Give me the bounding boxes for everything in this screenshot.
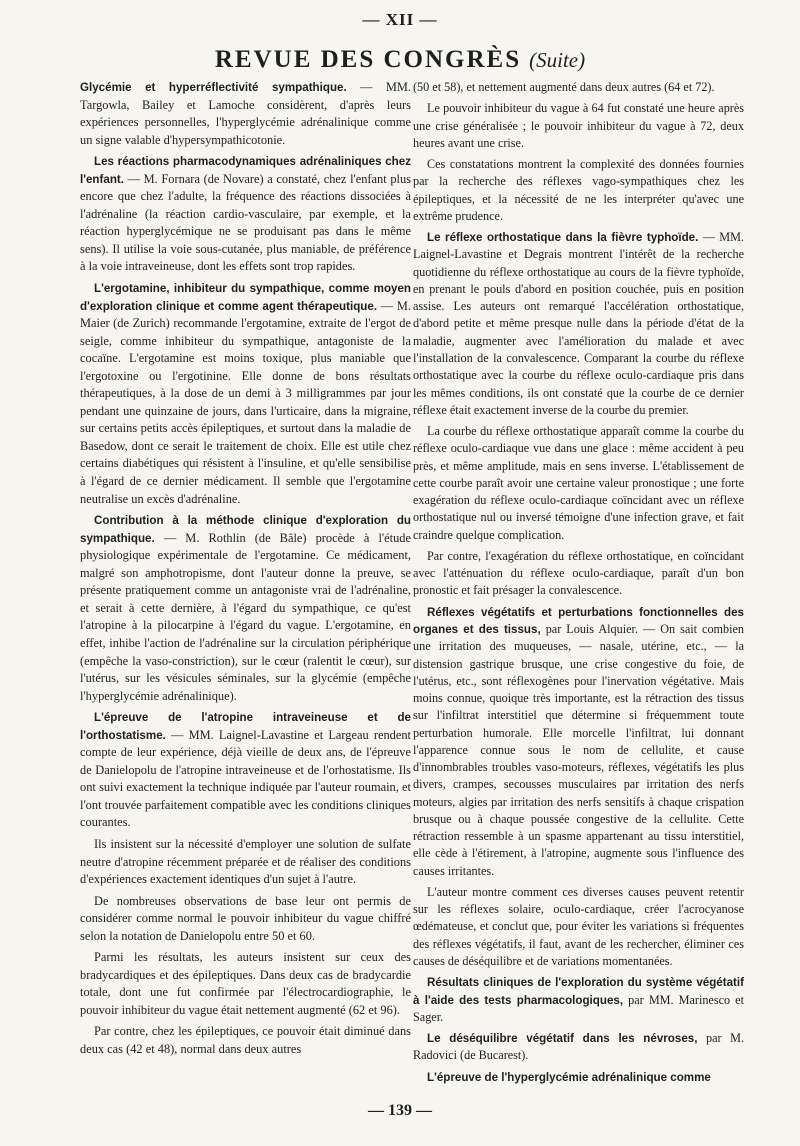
paragraph: [413, 548, 744, 600]
paragraph-heading: L'épreuve de l'hyperglycémie adrénalinique comme: [427, 1070, 711, 1084]
paragraph-heading: Le déséquilibre végétatif dans les névroses,: [427, 1032, 698, 1046]
paragraph: [80, 949, 411, 1019]
paragraph-text: — MM. Laignel-Lavastine et Degrais montrent l'intérêt de la recherche quotidienne du réflexe orthostatique au cours de la fièvre typhoïde, en prenant le pouls d'abord en position couchée, puis en position assise. Les auteurs ont remarqué l'accélération orthostatique, d'abord petite et même presque nulle dans la période d'état de la maladie, augmenter avec l'amélioration du malade et avec l'installation de la convalescence. Comparant la courbe du réflexe orthostatique avec la courbe du réflexe oculo-cardiaque pris dans les mêmes conditions, ils ont constaté que la courbe de ce dernier réflexe était exactement inverse de la courbe du premier.: [413, 230, 744, 417]
paragraph-text: — MM. Targowla, Bailey et Lamoche considèrent, d'après leurs expériences personnelles, l'hyperglycémie adrénalinique comme un signe valable d'hypersympathicotonie.: [80, 80, 411, 147]
paragraph-text: par MM. Marinesco et Sager.: [413, 992, 744, 1024]
paragraph-text: (50 et 58), et nettement augmenté dans deux autres (64 et 72).: [413, 80, 715, 94]
paragraph: [80, 709, 411, 832]
paragraph-text: Par contre, l'exagération du réflexe orthostatique, en coïncidant avec l'atténuation du réflexe oculo-cardiaque, paraît d'un bon pronostic et fait présager la convalescence.: [413, 548, 744, 598]
paragraph: [413, 974, 744, 1026]
paragraph: [413, 423, 744, 544]
paragraph: [413, 229, 744, 419]
paragraph: [80, 1023, 411, 1058]
paragraph-text: Ces constatations montrent la complexité des données fournies par la recherche des réflexes vago-sympathiques chez les épileptiques, et la nécessité de ne les interpréter qu'avec une extrême prudence.: [413, 157, 744, 223]
roman-page-number: — XII —: [362, 10, 438, 29]
title-text: REVUE DES CONGRÈS: [214, 46, 522, 73]
section-title: [0, 46, 800, 74]
paragraph: [413, 604, 744, 880]
paragraph: [80, 836, 411, 889]
paragraph-text: — MM. Laignel-Lavastine et Largeau rendent compte de leur expérience, déjà vieille de deux ans, de l'épreuve de Danielopolu de l'atropine intraveineuse et de l'orhostatisme. Ils ont suivi exactement la technique indiquée par l'auteur roumain, et l'ont trouvée parfaitement compatible avec les conditions cliniques courantes.: [80, 727, 411, 830]
paragraph-text: L'auteur montre comment ces diverses causes peuvent retentir sur les réflexes solaire, oculo-cardiaque, créer l'acrocyanose œdémateuse, et conclut que, pour éviter les variations si fréquentes des réflexes végétatifs, il faut, avant de les rechercher, éliminer ces causes de déséquilibre et de variations momentanées.: [413, 884, 744, 969]
page-number: — 139 —: [368, 1102, 432, 1119]
paragraph-text: La courbe du réflexe orthostatique apparaît comme la courbe du réflexe oculo-cardiaque vue dans une glace : même accident à peu près, et même amplitude, mais en sens inverse. L'établissement de cette courbe paraît avoir une certaine valeur pronostique ; une forte exagération du réflexe oculo-cardiaque coïncidant avec un réflexe orthostatique nul ou inversé témoigne d'une infection grave, et fait craindre quelque complication.: [413, 424, 744, 542]
paragraph-text: De nombreuses observations de base leur ont permis de considérer comme normal le pouvoir inhibiteur du vague chiffré selon la notation de Danielopolu entre 50 et 60.: [80, 893, 411, 943]
paragraph-heading: L'ergotamine, inhibiteur du sympathique, comme moyen d'exploration clinique et comme agent thérapeutique.: [80, 282, 411, 313]
paragraph-heading: Glycémie et hyperréflectivité sympathique.: [80, 81, 347, 94]
paragraph-heading: Le réflexe orthostatique dans la fièvre typhoïde.: [427, 231, 699, 245]
paragraph-text: — M. Maier (de Zurich) recommande l'ergotamine, extraite de l'ergot de seigle, comme inhibiteur du sympathique, antagoniste de la cocaïne. L'ergotamine est moins toxique, plus maniable que l'ergotoxine ou l'ergotinine. Elle donne de bons résultats thérapeutiques, à la dose de un demi à 3 milligrammes par jour pendant une quinzaine de jours, dans l'urticaire, dans la migraine, sur certains petits accès épileptiques, et surtout dans la maladie de Basedow, dont ce serait le traitement de choix. Elle est utile chez certains diabétiques qui résistent à l'insuline, et qu'elle sensibilise à l'égard de ce dernier médicament. Il semble que l'ergotamine neutralise un excès d'adrénaline.: [80, 298, 412, 506]
paragraph: [80, 893, 411, 946]
paragraph: [413, 1030, 744, 1065]
paragraph: [413, 100, 744, 152]
paragraph: [80, 512, 411, 705]
title-suite: (Suite): [529, 48, 586, 72]
paragraph: [413, 884, 744, 970]
left-column: [80, 79, 411, 1063]
paragraph: [80, 153, 411, 276]
paragraph-text: Le pouvoir inhibiteur du vague à 64 fut constaté une heure après une crise généralisée ; le pouvoir inhibiteur du vague à 72, deux heures avant une crise.: [413, 101, 744, 150]
paragraph-text: — M. Rothlin (de Bâle) procède à l'étude physiologique expérimentale de l'ergotamine. Ce médicament, malgré son amphotropisme, dont l'auteur donne la preuve, se présente pratiquement comme un antagoniste vrai de l'adrénaline, et serait à cette dernière, à l'égard du sympathique, ce qu'est l'atropine à la pilocarpine à l'égard du vague. L'ergotamine, en effet, inhibe l'action de l'adrénaline sur la circulation périphérique (empêche la vaso-constriction), sur le cœur (ralentit le cœur), sur l'utérus, sur les vésicules séminales, sur la glycémie (empêche l'hyperglycémie adrénalinique).: [80, 530, 411, 703]
right-column: [413, 79, 744, 1090]
paragraph-heading: Contribution à la méthode clinique d'exploration du sympathique.: [80, 514, 411, 545]
paragraph-text: Ils insistent sur la nécessité d'employer une solution de sulfate neutre d'atropine récemment préparée et de réaliser des conditions d'expériences exactement identiques d'un sujet à l'autre.: [80, 836, 411, 887]
paragraph: [80, 280, 411, 508]
paragraph-heading: Réflexes végétatifs et perturbations fonctionnelles des organes et des tissus,: [413, 605, 744, 636]
paragraph: [413, 156, 744, 225]
paragraph-text: par M. Radovici (de Bucarest).: [413, 1031, 745, 1063]
paragraph-heading: Résultats cliniques de l'exploration du système végétatif à l'aide des tests pharmacologiques,: [413, 976, 744, 1007]
paragraph: [413, 79, 744, 96]
paragraph-text: Par contre, chez les épileptiques, ce pouvoir était diminué dans deux cas (42 et 48), normal dans deux autres: [80, 1024, 411, 1056]
paragraph-heading: Les réactions pharmacodynamiques adrénaliniques chez l'enfant.: [80, 155, 411, 186]
paragraph-text: — M. Fornara (de Novare) a constaté, chez l'enfant plus encore que chez l'adulte, la fréquence des réactions dissociées à l'adrénaline (la réaction cardio-vasculaire, par exemple, et la réaction hyperglycémique ne se produisant pas dans le même sens). Il utilise la voie sous-cutanée, plus maniable, de préférence à la voie intraveineuse, dont les effets sont trop rapides.: [80, 171, 411, 274]
paragraph-heading: L'épreuve de l'atropine intraveineuse et de l'orthostatisme.: [80, 711, 411, 742]
paragraph-text: Parmi les résultats, les auteurs insistent sur ceux des bradycardiques et des épileptiques. Dans deux cas de bradycardie totale, dont une fut confirmée par l'électrocardiographie, le pouvoir inhibiteur du vague était nettement augmenté (62 et 96).: [80, 950, 411, 1017]
paragraph-text: par Louis Alquier. — On sait combien une irritation des muqueuses, — nasale, utérine, etc., — la distension gastrique brusque, une crise congestive du foie, de l'utérus, etc., sont réflexogènes pour l'inervation végétative. Mais moins connue, quoique très importante, est la rétraction des tissus sur l'infiltrat interstitiel que détermine si fréquemment toute perturbation humorale. Elle morcelle l'infiltrat, lui donnant l'apparence connue sous le nom de cellulite, et cause d'innombrables troubles vaso-moteurs, réflexes, végétatifs les plus divers, crampes, secousses musculaires par irritation des nerfs moteurs, algies par irritation des nerfs sensitifs à chaque crispation brusque ou à chaque poussée congestive de la cellulite. Cette rétraction ressemble à un spasme appartenant au tissu interstitiel, elle cède à l'étirement, à l'atropine, augmente sous l'influence des causes irritantes.: [413, 621, 745, 878]
paragraph: [80, 79, 411, 149]
paragraph: [413, 1069, 744, 1086]
